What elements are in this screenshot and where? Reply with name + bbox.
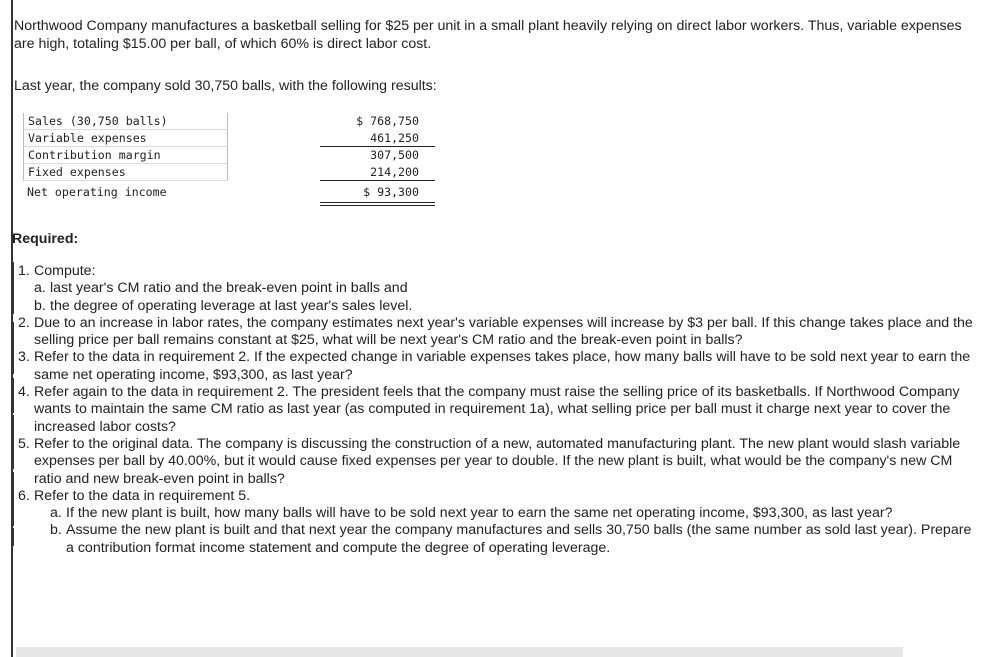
requirement-3 xyxy=(18,349,983,384)
requirement-bar xyxy=(12,262,14,314)
requirement-4 xyxy=(18,384,983,436)
last-year-intro: Last year, the company sold 30,750 balls, with the following results: xyxy=(14,78,437,94)
requirement-bar xyxy=(12,472,14,526)
sub-requirement-text: If the new plant is built, how many balls will have to be sold next year to earn the same net operating income, $93,300, as last year? xyxy=(66,505,893,522)
statement-value: 461,250 xyxy=(370,131,419,145)
statement-label: Variable expenses xyxy=(23,130,228,147)
statement-label: Fixed expenses xyxy=(23,164,228,181)
sub-requirement-letter: b. xyxy=(34,297,46,314)
requirement-bar xyxy=(12,378,14,413)
statement-value: 307,500 xyxy=(370,148,419,162)
requirement-1b xyxy=(18,298,983,315)
requirement-2 xyxy=(18,315,983,350)
requirement-number: 5. xyxy=(18,435,30,452)
requirement-6 xyxy=(18,488,983,505)
subtotal-underline xyxy=(320,146,435,147)
statement-value: 214,200 xyxy=(370,165,419,179)
statement-row-sales xyxy=(23,113,435,130)
requirement-5 xyxy=(18,436,983,488)
requirement-number: 4. xyxy=(18,384,30,401)
statement-label: Contribution margin xyxy=(23,147,228,164)
sub-requirement-letter: a. xyxy=(34,280,46,297)
income-statement xyxy=(23,113,435,203)
horizontal-scrollbar[interactable] xyxy=(16,647,903,657)
statement-label: Sales (30,750 balls) xyxy=(23,113,228,130)
requirement-number: 3. xyxy=(18,349,30,366)
statement-row-net-operating-income xyxy=(23,181,435,203)
sub-requirement-letter: b. xyxy=(50,522,62,539)
statement-value: $ 93,300 xyxy=(363,185,419,199)
problem-intro: Northwood Company manufactures a basketball selling for $25 per unit in a small plant heavily relying on direct labor workers. Thus, variable expenses are high, totaling $15.00 per ball, of which 60% is direct labor cost. xyxy=(14,18,962,52)
requirement-1 xyxy=(18,263,983,280)
requirement-number: 1. xyxy=(18,263,30,279)
requirement-bar xyxy=(12,528,14,546)
statement-row-contribution-margin xyxy=(23,147,435,164)
statement-value: $ 768,750 xyxy=(356,114,419,128)
requirement-text: Refer to the data in requirement 2. If the expected change in variable expenses takes place, how many balls will have to be sold next year to earn the same net operating income, $93,300, as last year? xyxy=(34,349,971,383)
requirement-6b xyxy=(18,522,983,557)
requirement-bar xyxy=(12,415,14,469)
requirement-text: Refer again to the data in requirement 2. The president feels that the company must raise the selling price of its basketballs. If Northwood Company wants to maintain the same CM ratio as last year (as computed in requirement 1a), what selling price per ball must it charge next year to cover the increased labor costs? xyxy=(34,384,960,435)
requirement-number: 2. xyxy=(18,314,30,331)
subtotal-underline xyxy=(320,180,435,181)
requirement-text: Due to an increase in labor rates, the company estimates next year's variable expenses will increase by $3 per ball. If this change takes place and the selling price per ball remains constant at $25, what will be next year's CM ratio and the break-even point in balls? xyxy=(34,314,973,349)
statement-row-fixed-expenses xyxy=(23,164,435,181)
sub-requirement-text: the degree of operating leverage at last year's sales level. xyxy=(50,297,413,314)
requirements-list xyxy=(18,263,983,557)
required-heading: Required: xyxy=(12,231,79,247)
total-double-underline xyxy=(320,202,435,206)
sub-requirement-letter: a. xyxy=(50,505,62,522)
statement-row-variable-expenses xyxy=(23,130,435,147)
requirement-1a xyxy=(18,280,983,297)
requirement-text: Refer to the original data. The company is discussing the construction of a new, automated manufacturing plant. The new plant would slash variable expenses per ball by 40.00%, but it would cause fixed expenses per year to double. If the new plant is built, what would be the company's new CM ratio and new break-even point in balls? xyxy=(34,435,961,487)
requirement-number: 6. xyxy=(18,487,30,504)
requirement-text: Refer to the data in requirement 5. xyxy=(34,487,251,504)
sub-requirement-text: Assume the new plant is built and that next year the company manufactures and sells 30,750 balls (the same number as sold last year). Prepare a contribution format income statement and compute the degree of operating leverage. xyxy=(66,522,972,556)
requirement-text: Compute: xyxy=(34,263,96,279)
requirement-bar xyxy=(12,322,14,374)
statement-label: Net operating income xyxy=(27,185,167,199)
requirement-6a xyxy=(18,505,983,522)
sub-requirement-text: last year's CM ratio and the break-even point in balls and xyxy=(50,280,408,297)
